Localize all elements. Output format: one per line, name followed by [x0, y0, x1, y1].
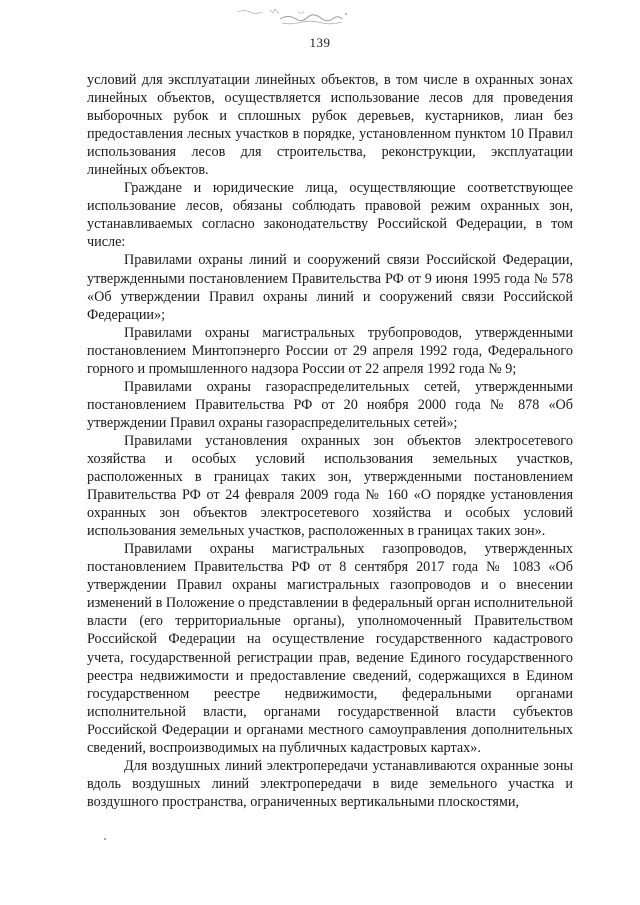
paragraph: условий для эксплуатации линейных объектов, в том числе в охранных зонах линейных объектов, осуществляется использование лесов для проведения выборочных рубок и сплошных рубок деревьев, кустарников, лиан без предоставления лесных участков в порядке, установленном пунктом 10 Правил использования лесов для строительства, реконструкции, эксплуатации линейных объектов.	[87, 72, 573, 179]
paragraph: Граждане и юридические лица, осуществляющие соответствующее использование лесов, обязаны соблюдать правовой режим охранных зон, устанавливаемых согласно законодательству Российской Федерации, в том числе:	[87, 180, 573, 251]
scan-stamp-mark	[236, 6, 372, 28]
paragraph: Правилами охраны газораспределительных сетей, утвержденными постановлением Правительства РФ от 20 ноября 2000 года № 878 «Об утверждении Правил охраны газораспределительных сетей»;	[87, 378, 573, 431]
paragraph: Правилами охраны магистральных трубопроводов, утвержденными постановлением Минтопэнерго России от 29 апреля 1992 года, Федерального горного и промышленного надзора России от 22 апреля 1992 года № 9;	[87, 324, 573, 377]
scan-speck	[104, 838, 106, 840]
paragraph: Правилами установления охранных зон объектов электросетевого хозяйства и особых условий использования земельных участков, расположенных в границах таких зон, утвержденными постановлением Правительства РФ от 24 февраля 2009 года № 160 «О порядке установления охранных зон объектов электросетевого хозяйства и особых условий использования земельных участков, расположенных в границах таких зон».	[87, 432, 573, 540]
paragraph: Для воздушных линий электропередачи устанавливаются охранные зоны вдоль воздушных линий электропередачи в виде земельного участка и воздушного пространства, ограниченных вертикальными плоскостями,	[87, 757, 573, 810]
paragraph: Правилами охраны линий и сооружений связи Российской Федерации, утвержденными постановлением Правительства РФ от 9 июня 1995 года № 578 «Об утверждении Правил охраны линий и сооружений связи Российской Федерации»;	[87, 252, 573, 323]
page-number: 139	[309, 35, 331, 50]
paragraph: Правилами охраны магистральных газопроводов, утвержденных постановлением Правительства РФ от 8 сентября 2017 года № 1083 «Об утверждении Правил охраны магистральных газопроводов и о внесении изменений в Положение о представлении в федеральный орган исполнительной власти (его территориальные органы), уполномоченный Правительством Российской Федерации на осуществление государственного кадастрового учета, государственной регистрации прав, ведение Единого государственного реестра недвижимости и предоставление сведений, содержащихся в Едином государственном реестре недвижимости, федеральными органами исполнительной власти, органами государственной власти субъектов Российской Федерации и органами местного самоуправления дополнительных сведений, воспроизводимых на публичных кадастровых картах».	[87, 541, 573, 756]
document-body	[87, 71, 573, 811]
